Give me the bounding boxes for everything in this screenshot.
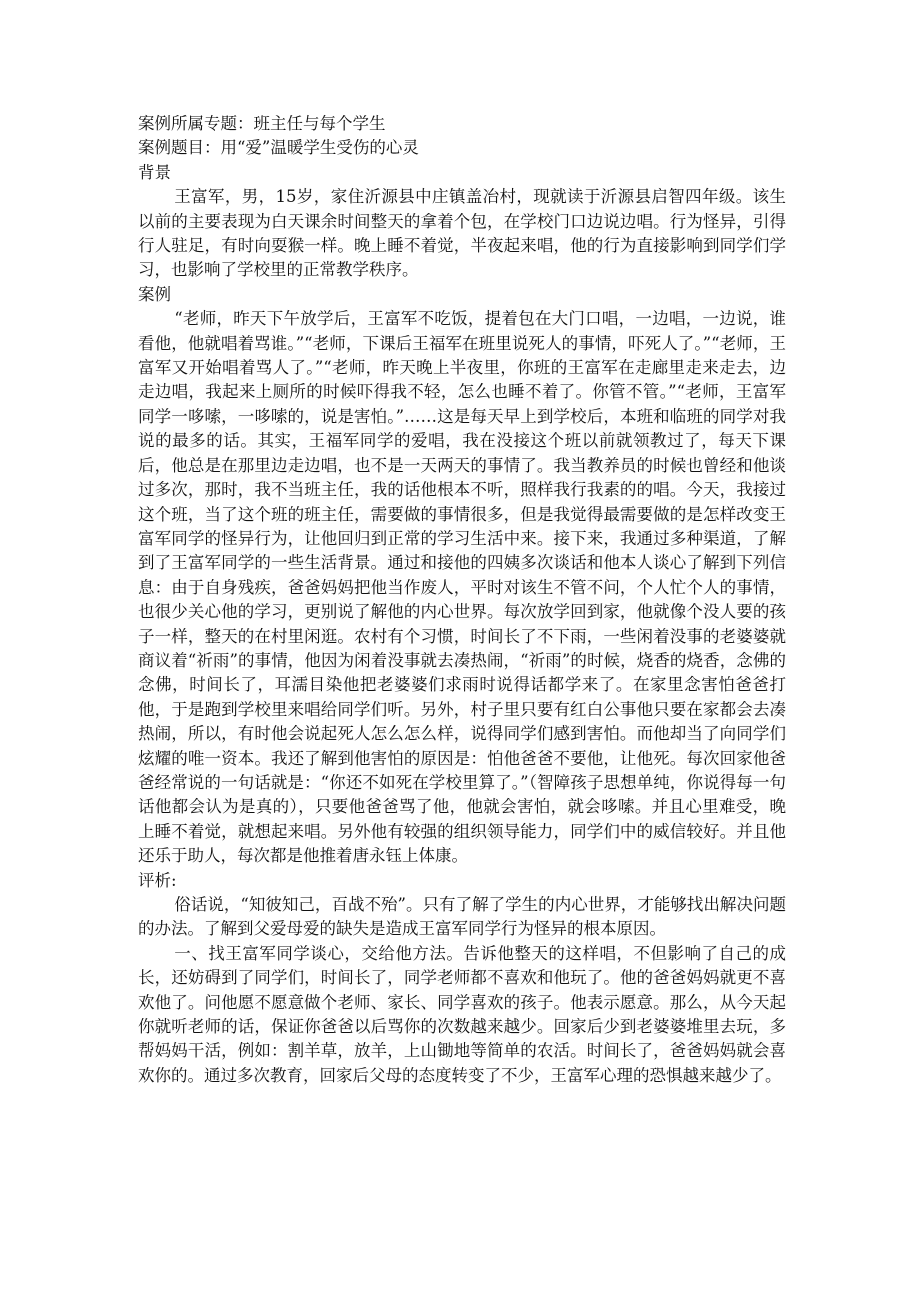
title-line: 案例题目：用“爱”温暖学生受伤的心灵 bbox=[138, 138, 419, 158]
comment-paragraph-1: 俗话说，“知彼知己，百战不殆”。只有了解了学生的内心世界，才能够找出解决问题的办法。了解到父爱母爱的缺失是造成王富军同学行为怪异的根本原因。 bbox=[138, 895, 786, 939]
document-page bbox=[138, 112, 786, 1088]
topic-line: 案例所属专题：班主任与每个学生 bbox=[138, 114, 386, 133]
section-heading-case: 案例 bbox=[138, 284, 171, 304]
case-paragraph: “老师，昨天下午放学后，王富军不吃饭，提着包在大门口唱，一边唱，一边说，谁看他，他就唱着骂谁。”“老师，下课后王福军在班里说死人的事情，吓死人了。”“老师，王富军又开始唱着骂人了。”“老师，昨天晚上半夜里，你班的王富军在走廊里走来走去，边走边唱，我起来上厕所的时候吓得我不轻，怎么也睡不着了。你管不管。”“老师，王富军同学一哆嗦，一哆嗦的，说是害怕。”……这是每天早上到学校后，本班和临班的同学对我说的最多的话。其实，王福军同学的爱唱，我在没接这个班以前就领教过了，每天下课后，他总是在那里边走边唱，也不是一天两天的事情了。我当教养员的时候也曾经和他谈过多次，那时，我不当班主任，我的话他根本不听，照样我行我素的的唱。今天，我接过这个班，当了这个班的班主任，需要做的事情很多，但是我觉得最需要做的是怎样改变王富军同学的怪异行为，让他回归到正常的学习生活中来。接下来，我通过多种渠道，了解到了王富军同学的一些生活背景。通过和接他的四姨多次谈话和他本人谈心了解到下列信息：由于自身残疾，爸爸妈妈把他当作废人，平时对该生不管不问，个人忙个人的事情，也很少关心他的学习，更别说了解他的内心世界。每次放学回到家，他就像个没人要的孩子一样，整天的在村里闲逛。农村有个习惯，时间长了不下雨，一些闲着没事的老婆婆就商议着“祈雨”的事情，他因为闲着没事就去凑热闹，“祈雨”的时候，烧香的烧香，念佛的念佛，时间长了，耳濡目染他把老婆婆们求雨时说得话都学来了。在家里念害怕爸爸打他，于是跑到学校里来唱给同学们听。另外，村子里只要有红白公事他只要在家都会去凑热闹，所以，有时他会说起死人怎么怎么样，说得同学们感到害怕。而他却当了向同学们炫耀的唯一资本。我还了解到他害怕的原因是：怕他爸爸不要他，让他死。每次回家他爸爸经常说的一句话就是：“你还不如死在学校里算了。”（智障孩子思想单纯，你说得每一句话他都会认为是真的），只要他爸爸骂了他，他就会害怕，就会哆嗦。并且心里难受，晚上睡不着觉，就想起来唱。另外他有较强的组织领导能力，同学们中的威信较好。并且他还乐于助人，每次都是他推着唐永钰上体康。 bbox=[138, 309, 786, 866]
section-heading-background: 背景 bbox=[138, 162, 171, 182]
background-paragraph: 王富军，男，15岁，家住沂源县中庄镇盖冶村，现就读于沂源县启智四年级。该生以前的主要表现为白天课余时间整天的拿着个包，在学校门口边说边唱。行为怪异，引得行人驻足，有时向耍猴一样。晚上睡不着觉，半夜起来唱，他的行为直接影响到同学们学习，也影响了学校里的正常教学秩序。 bbox=[138, 187, 786, 280]
section-heading-comment: 评析: bbox=[138, 870, 177, 890]
comment-paragraph-2: 一、找王富军同学谈心，交给他方法。告诉他整天的这样唱，不但影响了自己的成长，还妨碍到了同学们，时间长了，同学老师都不喜欢和他玩了。他的爸爸妈妈就更不喜欢他了。问他愿不愿意做个老师、家长、同学喜欢的孩子。他表示愿意。那么，从今天起你就听老师的话，保证你爸爸以后骂你的次数越来越少。回家后少到老婆婆堆里去玩，多帮妈妈干活，例如：割羊草，放羊，上山锄地等简单的农活。时间长了，爸爸妈妈就会喜欢你的。通过多次教育，回家后父母的态度转变了不少，王富军心理的恐惧越来越少了。 bbox=[138, 943, 786, 1085]
